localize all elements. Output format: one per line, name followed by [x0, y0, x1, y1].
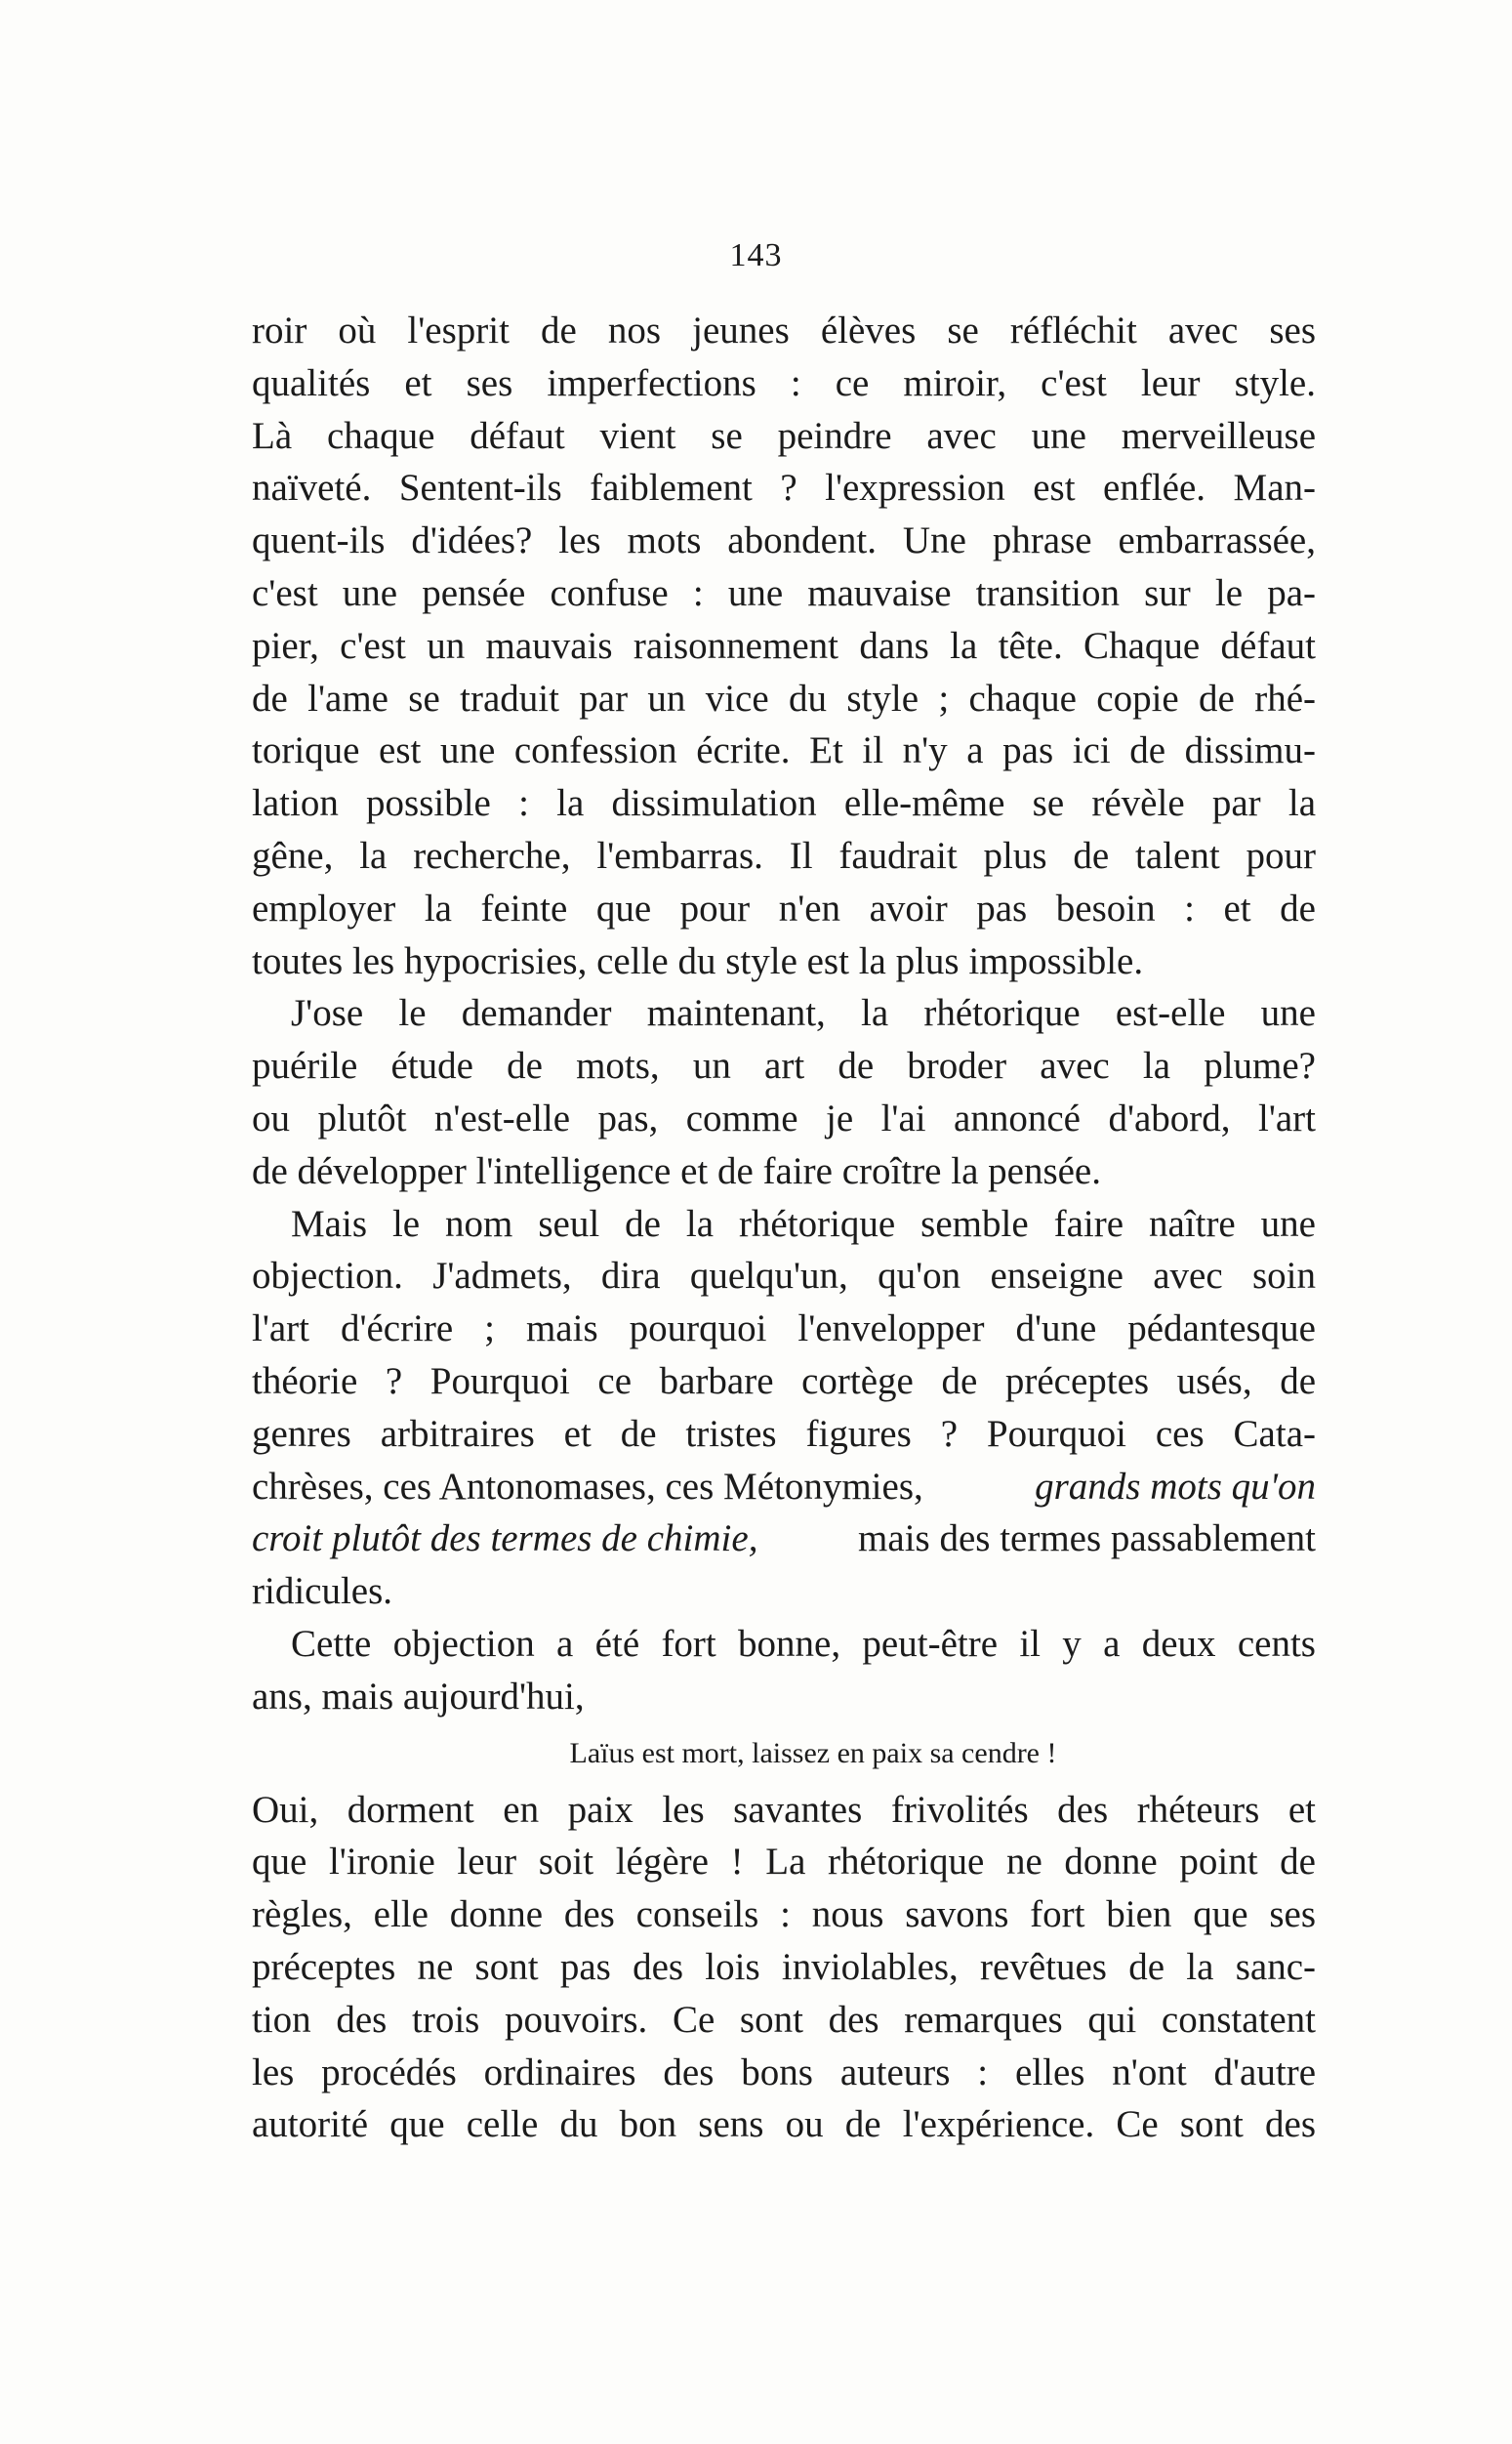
text-line: Laïus est mort, laissez en paix sa cendre !	[569, 1736, 1057, 1769]
text-line: torique est une confession écrite. Et il n'y a pas ici de dissimu-	[252, 729, 1316, 772]
text-line: les procédés ordinaires des bons auteurs : elles n'ont d'autre	[252, 2050, 1316, 2093]
text-line: préceptes ne sont pas des lois inviolables, revêtues de la sanc-	[252, 1945, 1316, 1988]
text-segment: chrèses, ces Antonomases, ces Métonymies,	[252, 1465, 923, 1508]
text-line: lation possible : la dissimulation elle-même se révèle par la	[252, 782, 1316, 825]
text-line: Mais le nom seul de la rhétorique semble faire naître une	[291, 1202, 1316, 1245]
text-line	[252, 1461, 1316, 1513]
text-line: roir où l'esprit de nos jeunes élèves se réfléchit avec ses	[252, 310, 1316, 352]
text-line	[252, 1512, 1316, 1565]
text-line: ans, mais aujourd'hui,	[252, 1675, 585, 1718]
text-line: Cette objection a été fort bonne, peut-être il y a deux cents	[291, 1622, 1316, 1665]
body-text	[252, 305, 1316, 2151]
page-number: 143	[729, 237, 783, 273]
text-line: objection. J'admets, dira quelqu'un, qu'on enseigne avec soin	[252, 1255, 1316, 1298]
text-line: Oui, dorment en paix les savantes frivolités des rhéteurs et	[252, 1788, 1316, 1831]
text-line: autorité que celle du bon sens ou de l'expérience. Ce sont des	[252, 2103, 1316, 2146]
text-line: employer la feinte que pour n'en avoir pas besoin : et de	[252, 887, 1316, 930]
text-line: quent-ils d'idées? les mots abondent. Une phrase embarrassée,	[252, 519, 1316, 562]
text-line: de l'ame se traduit par un vice du style ; chaque copie de rhé-	[252, 677, 1316, 720]
text-line: J'ose le demander maintenant, la rhétorique est-elle une	[291, 992, 1316, 1035]
text-line: ridicules.	[252, 1570, 393, 1613]
text-line: que l'ironie leur soit légère ! La rhétorique ne donne point de	[252, 1841, 1316, 1884]
text-line: règles, elle donne des conseils : nous savons fort bien que ses	[252, 1893, 1316, 1936]
text-line: qualités et ses imperfections : ce miroir, c'est leur style.	[252, 361, 1316, 404]
italic-segment: croit plutôt des termes de chimie,	[252, 1517, 758, 1560]
text-line: Là chaque défaut vient se peindre avec une merveilleuse	[252, 414, 1316, 457]
text-line: ou plutôt n'est-elle pas, comme je l'ai annoncé d'abord, l'art	[252, 1097, 1316, 1139]
text-line: c'est une pensée confuse : une mauvaise transition sur le pa-	[252, 571, 1316, 614]
text-line: théorie ? Pourquoi ce barbare cortège de préceptes usés, de	[252, 1359, 1316, 1402]
text-line: l'art d'écrire ; mais pourquoi l'envelopper d'une pédantesque	[252, 1307, 1316, 1350]
text-line: tion des trois pouvoirs. Ce sont des remarques qui constatent	[252, 1998, 1316, 2041]
text-line: de développer l'intelligence et de faire croître la pensée.	[252, 1149, 1101, 1192]
text-line: toutes les hypocrisies, celle du style est la plus impossible.	[252, 939, 1144, 982]
text-line: pier, c'est un mauvais raisonnement dans la tête. Chaque défaut	[252, 624, 1316, 667]
text-line: puérile étude de mots, un art de broder avec la plume?	[252, 1045, 1316, 1088]
text-line: genres arbitraires et de tristes figures ? Pourquoi ces Cata-	[252, 1412, 1316, 1455]
text-line: naïveté. Sentent-ils faiblement ? l'expression est enflée. Man-	[252, 467, 1316, 510]
text-line: gêne, la recherche, l'embarras. Il faudrait plus de talent pour	[252, 834, 1316, 877]
italic-segment: grands mots qu'on	[1035, 1465, 1316, 1508]
text-segment: mais des termes passablement	[858, 1517, 1316, 1560]
